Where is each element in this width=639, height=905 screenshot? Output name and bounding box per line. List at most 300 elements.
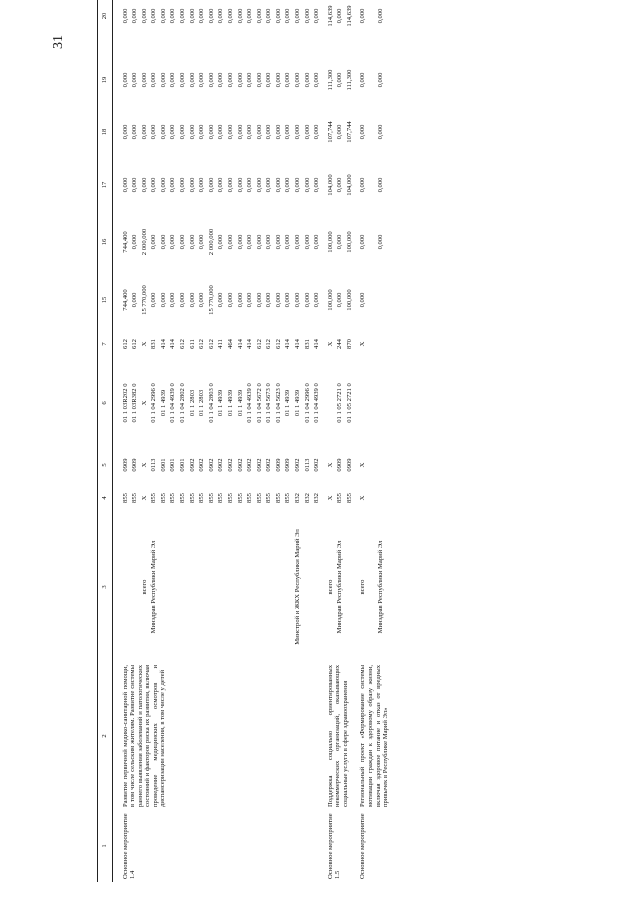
executor-cell: Минздрав Республики Марий Эл: [376, 540, 384, 634]
value-cell: 01 1 04 2802 0: [179, 383, 187, 423]
value-cell: 0,000: [159, 8, 167, 24]
value-cell: 0,000: [265, 72, 273, 88]
value-cell: 855: [198, 493, 206, 503]
value-cell: 111,300: [345, 69, 353, 91]
value-cell: 0,000: [188, 177, 196, 193]
value-cell: 2 000,000: [207, 228, 215, 256]
value-cell: 0902: [246, 458, 254, 472]
value-cell: 01 1 03R202 0: [121, 383, 129, 423]
value-cell: 0,000: [265, 234, 273, 250]
value-cell: 0,000: [359, 72, 367, 88]
value-cell: 414: [246, 339, 254, 349]
value-cell: X: [140, 495, 148, 501]
value-cell: 0901: [179, 458, 187, 472]
value-cell: 0,000: [217, 124, 225, 140]
value-cell: 0,000: [236, 124, 244, 140]
value-cell: 0,000: [150, 124, 158, 140]
col-header: 20: [98, 0, 113, 54]
table-row: [322, 0, 336, 882]
value-cell: 0,000: [274, 177, 282, 193]
value-cell: 104,000: [326, 174, 334, 196]
value-cell: 612: [131, 339, 139, 349]
value-cell: 111,300: [326, 69, 334, 91]
col-header: 15: [98, 272, 113, 328]
value-cell: 0901: [169, 458, 177, 472]
value-cell: 612: [179, 339, 187, 349]
value-cell: 0,000: [376, 177, 384, 193]
value-cell: 0,000: [246, 72, 254, 88]
value-cell: 100,000: [326, 231, 334, 253]
value-cell: 0,000: [226, 8, 234, 24]
value-cell: 0,000: [226, 292, 234, 308]
value-cell: 0,000: [217, 72, 225, 88]
executor-cell: [226, 512, 236, 662]
value-cell: 0,000: [274, 72, 282, 88]
value-cell: 0,000: [179, 72, 187, 88]
value-cell: 611: [188, 339, 196, 349]
value-cell: 0,000: [313, 124, 321, 140]
value-cell: 0,000: [140, 124, 148, 140]
value-cell: [376, 484, 391, 512]
value-cell: X: [326, 495, 334, 501]
value-cell: 2 000,000: [140, 228, 148, 256]
value-cell: 612: [198, 339, 206, 349]
value-cell: 0,000: [188, 292, 196, 308]
value-cell: 0,000: [236, 8, 244, 24]
value-cell: 0,000: [359, 124, 367, 140]
value-cell: 0,000: [179, 124, 187, 140]
value-cell: 0,000: [284, 124, 292, 140]
executor-cell: [197, 512, 207, 662]
value-cell: 0,000: [207, 177, 215, 193]
value-cell: 0902: [188, 458, 196, 472]
value-cell: 855: [255, 493, 263, 503]
value-cell: 0,000: [255, 234, 263, 250]
value-cell: 01 1 2803: [198, 389, 206, 417]
col-header: 7: [98, 328, 113, 360]
value-cell: 855: [236, 493, 244, 503]
table-row: [112, 0, 130, 882]
column-header-row: [98, 0, 113, 882]
value-cell: 0,000: [131, 8, 139, 24]
executor-cell: всего: [359, 579, 367, 595]
value-cell: 0,000: [159, 177, 167, 193]
value-cell: 01 1 04 5673 0: [265, 383, 273, 423]
value-cell: 114,639: [326, 5, 334, 27]
value-cell: 0,000: [140, 8, 148, 24]
value-cell: 0,000: [313, 292, 321, 308]
activity-name-cell: Региональный проект «Формирование системы мотивации граждан к здоровому образу жизни, включая здоровое питание и отказ от вредных привычек в Республике Марий Эл»: [359, 665, 390, 807]
value-cell: 0,000: [121, 72, 129, 88]
value-cell: 0113: [303, 458, 311, 472]
executor-cell: [178, 512, 188, 662]
value-cell: X: [140, 341, 148, 347]
value-cell: 0,000: [198, 292, 206, 308]
value-cell: 855: [246, 493, 254, 503]
value-cell: 0,000: [359, 177, 367, 193]
value-cell: 0,000: [169, 234, 177, 250]
value-cell: 01 1 04 2803 0: [207, 383, 215, 423]
value-cell: 0,000: [246, 8, 254, 24]
executor-cell: [130, 512, 140, 662]
value-cell: 0,000: [150, 234, 158, 250]
value-cell: [376, 272, 391, 328]
value-cell: 0,000: [169, 8, 177, 24]
value-cell: 0,000: [313, 72, 321, 88]
value-cell: 832: [303, 493, 311, 503]
value-cell: 0909: [336, 458, 344, 472]
value-cell: 0909: [284, 458, 292, 472]
value-cell: X: [326, 462, 334, 468]
value-cell: 0,000: [284, 177, 292, 193]
value-cell: 01 1 04 4939 0: [246, 383, 254, 423]
value-cell: 0,000: [236, 72, 244, 88]
value-cell: 0902: [217, 458, 225, 472]
value-cell: 01 1 4939: [293, 389, 301, 417]
value-cell: 100,000: [345, 231, 353, 253]
value-cell: 414: [159, 339, 167, 349]
col-header: 17: [98, 158, 113, 212]
value-cell: 855: [188, 493, 196, 503]
table-row: [354, 0, 375, 882]
value-cell: 100,000: [345, 289, 353, 311]
value-cell: 0902: [226, 458, 234, 472]
value-cell: 0,000: [336, 124, 344, 140]
value-cell: 0,000: [376, 234, 384, 250]
value-cell: 0902: [255, 458, 263, 472]
value-cell: 0,000: [274, 124, 282, 140]
value-cell: 0,000: [140, 177, 148, 193]
executor-cell: [274, 512, 284, 662]
value-cell: X: [326, 341, 334, 347]
value-cell: 0902: [207, 458, 215, 472]
activity-name-cell: Поддержка социально ориентированных некоммерческих организаций, оказывающих социальные услуги в сфере здравоохранения: [326, 665, 349, 807]
value-cell: 0,000: [226, 234, 234, 250]
col-header: 4: [98, 484, 113, 512]
executor-cell: [207, 512, 217, 662]
value-cell: 612: [274, 339, 282, 349]
value-cell: 0,000: [236, 234, 244, 250]
value-cell: 0,000: [150, 177, 158, 193]
value-cell: 0,000: [293, 124, 301, 140]
value-cell: X: [140, 462, 148, 468]
value-cell: 0,000: [274, 234, 282, 250]
value-cell: 0,000: [376, 8, 384, 24]
value-cell: 01 1 04 2996 0: [150, 383, 158, 423]
executor-cell: [236, 512, 246, 662]
value-cell: 01 1 4939: [226, 389, 234, 417]
value-cell: 0,000: [265, 8, 273, 24]
value-cell: 0,000: [255, 124, 263, 140]
value-cell: 0,000: [121, 124, 129, 140]
activity-cell: Основное мероприятие: [359, 813, 367, 879]
value-cell: 855: [226, 493, 234, 503]
executor-cell: [168, 512, 178, 662]
value-cell: 01 1 4939: [284, 389, 292, 417]
table-body: [98, 0, 391, 882]
value-cell: [376, 446, 391, 484]
value-cell: 0,000: [255, 177, 263, 193]
value-cell: 0,000: [179, 177, 187, 193]
value-cell: 107,744: [326, 121, 334, 143]
value-cell: 414: [169, 339, 177, 349]
value-cell: 0,000: [150, 8, 158, 24]
value-cell: 870: [345, 339, 353, 349]
value-cell: 0,000: [131, 177, 139, 193]
value-cell: 0,000: [150, 72, 158, 88]
value-cell: 0909: [121, 458, 129, 472]
value-cell: 01 1 4939: [159, 389, 167, 417]
value-cell: 104,000: [345, 174, 353, 196]
executor-cell: [303, 512, 313, 662]
value-cell: 0909: [274, 458, 282, 472]
value-cell: 0,000: [376, 124, 384, 140]
value-cell: 01 1 05 2721 0: [336, 383, 344, 423]
value-cell: 831: [303, 339, 311, 349]
value-cell: 0,000: [159, 72, 167, 88]
value-cell: 744,400: [121, 231, 129, 253]
value-cell: 414: [284, 339, 292, 349]
value-cell: 0902: [293, 458, 301, 472]
value-cell: 0,000: [159, 124, 167, 140]
value-cell: 0,000: [198, 72, 206, 88]
value-cell: 0,000: [121, 177, 129, 193]
value-cell: 0,000: [255, 8, 263, 24]
activity-cell: Основное мероприятие 1.4: [121, 813, 137, 879]
value-cell: 0,000: [131, 234, 139, 250]
value-cell: 01 1 4939: [236, 389, 244, 417]
value-cell: 0,000: [359, 234, 367, 250]
executor-cell: [312, 512, 322, 662]
value-cell: 832: [293, 493, 301, 503]
value-cell: 855: [207, 493, 215, 503]
value-cell: 612: [207, 339, 215, 349]
value-cell: 0,000: [159, 292, 167, 308]
col-header: 16: [98, 212, 113, 272]
value-cell: 01 1 04 4939 0: [169, 383, 177, 423]
col-header: 6: [98, 360, 113, 446]
value-cell: 0,000: [179, 292, 187, 308]
page-number: 31: [51, 35, 66, 49]
value-cell: 855: [150, 493, 158, 503]
value-cell: 0,000: [198, 124, 206, 140]
value-cell: 0,000: [274, 8, 282, 24]
value-cell: 0,000: [188, 234, 196, 250]
value-cell: 0,000: [293, 234, 301, 250]
value-cell: 855: [169, 493, 177, 503]
executor-cell: [245, 512, 255, 662]
value-cell: 244: [336, 339, 344, 349]
executor-cell: [345, 512, 355, 662]
value-cell: 0,000: [336, 177, 344, 193]
value-cell: 0902: [265, 458, 273, 472]
value-cell: 0,000: [359, 292, 367, 308]
value-cell: 411: [217, 339, 225, 349]
value-cell: 464: [226, 339, 234, 349]
value-cell: 0,000: [303, 8, 311, 24]
executor-cell: [283, 512, 293, 662]
value-cell: 0,000: [246, 177, 254, 193]
value-cell: 15 770,000: [207, 285, 215, 315]
value-cell: 0,000: [246, 292, 254, 308]
value-cell: 0,000: [336, 8, 344, 24]
value-cell: 01 1 2803: [188, 389, 196, 417]
value-cell: 0,000: [188, 124, 196, 140]
value-cell: X: [359, 462, 367, 468]
col-header: 1: [98, 810, 113, 882]
value-cell: X: [140, 400, 148, 406]
value-cell: 0,000: [207, 8, 215, 24]
value-cell: 114,639: [345, 5, 353, 27]
value-cell: 0,000: [376, 72, 384, 88]
value-cell: 01 1 03R382 0: [131, 383, 139, 423]
value-cell: 855: [179, 493, 187, 503]
value-cell: 01 1 4939: [217, 389, 225, 417]
executor-cell: Минздрав Республики Марий Эл: [336, 540, 344, 634]
value-cell: 0,000: [236, 292, 244, 308]
value-cell: 0,000: [159, 234, 167, 250]
value-cell: 01 1 04 4939 0: [313, 383, 321, 423]
value-cell: 0,000: [265, 292, 273, 308]
value-cell: 107,744: [345, 121, 353, 143]
value-cell: X: [359, 341, 367, 347]
executor-cell: Минстрой и ЖКХ Республики Марий Эл: [293, 529, 301, 645]
value-cell: 0,000: [293, 72, 301, 88]
value-cell: 855: [121, 493, 129, 503]
value-cell: 0,000: [121, 8, 129, 24]
value-cell: 0,000: [226, 177, 234, 193]
value-cell: 0,000: [313, 234, 321, 250]
value-cell: 612: [121, 339, 129, 349]
executor-cell: [264, 512, 274, 662]
value-cell: 0,000: [284, 292, 292, 308]
value-cell: 01 1 05 2721 0: [345, 383, 353, 423]
value-cell: 0,000: [336, 292, 344, 308]
value-cell: 0,000: [246, 234, 254, 250]
value-cell: 0,000: [150, 292, 158, 308]
value-cell: 0,000: [313, 177, 321, 193]
value-cell: 0,000: [169, 124, 177, 140]
value-cell: 855: [345, 493, 353, 503]
value-cell: 0,000: [313, 8, 321, 24]
value-cell: X: [359, 495, 367, 501]
value-cell: 612: [265, 339, 273, 349]
value-cell: 0,000: [293, 8, 301, 24]
value-cell: 0,000: [303, 234, 311, 250]
value-cell: 0,000: [198, 8, 206, 24]
value-cell: 0,000: [274, 292, 282, 308]
value-cell: [376, 360, 391, 446]
executor-cell: [216, 512, 226, 662]
value-cell: 0,000: [169, 292, 177, 308]
value-cell: 0,000: [336, 234, 344, 250]
value-cell: 0909: [131, 458, 139, 472]
value-cell: 0,000: [255, 292, 263, 308]
value-cell: 100,000: [326, 289, 334, 311]
value-cell: [354, 360, 375, 446]
value-cell: 0,000: [207, 124, 215, 140]
value-cell: 0,000: [179, 234, 187, 250]
value-cell: 414: [313, 339, 321, 349]
value-cell: 0,000: [217, 177, 225, 193]
executor-cell: [255, 512, 265, 662]
value-cell: 01 1 04 5623 0: [274, 383, 282, 423]
value-cell: 0,000: [284, 234, 292, 250]
value-cell: 01 1 04 2996 0: [303, 383, 311, 423]
col-header: 2: [98, 662, 113, 810]
col-header: 19: [98, 54, 113, 106]
value-cell: 0,000: [359, 8, 367, 24]
value-cell: 0,000: [226, 124, 234, 140]
value-cell: 0,000: [188, 8, 196, 24]
executor-cell: [112, 512, 130, 662]
value-cell: 0,000: [303, 72, 311, 88]
value-cell: 0,000: [336, 72, 344, 88]
value-cell: 855: [265, 493, 273, 503]
value-cell: 855: [274, 493, 282, 503]
value-cell: 0,000: [303, 124, 311, 140]
value-cell: 0,000: [217, 8, 225, 24]
value-cell: 0,000: [303, 292, 311, 308]
value-cell: 0,000: [293, 292, 301, 308]
executor-cell: всего: [326, 579, 334, 595]
value-cell: 0,000: [265, 177, 273, 193]
value-cell: 855: [131, 493, 139, 503]
value-cell: 0902: [236, 458, 244, 472]
value-cell: 0,000: [198, 234, 206, 250]
value-cell: 0,000: [140, 72, 148, 88]
value-cell: 0113: [150, 458, 158, 472]
value-cell: 831: [150, 339, 158, 349]
value-cell: 0,000: [255, 72, 263, 88]
value-cell: [322, 360, 336, 446]
value-cell: 0,000: [169, 177, 177, 193]
value-cell: 0,000: [179, 8, 187, 24]
value-cell: 0902: [313, 458, 321, 472]
value-cell: 15 770,000: [140, 285, 148, 315]
value-cell: 0,000: [217, 292, 225, 308]
value-cell: 0,000: [131, 72, 139, 88]
value-cell: 0909: [345, 458, 353, 472]
value-cell: 01 1 04 5672 0: [255, 383, 263, 423]
col-header: 3: [98, 512, 113, 662]
value-cell: 855: [217, 493, 225, 503]
col-header: 5: [98, 446, 113, 484]
executor-cell: [188, 512, 198, 662]
activity-name-cell: Развитие первичной медико-санитарной помощи, в том числе сельским жителям. Развитие системы раннего выявления заболеваний и патологических состояний и факторов риска их развития, включая проведение медицинских осмотров и диспансеризации населения, в том числе у детей: [121, 665, 167, 807]
value-cell: 855: [336, 493, 344, 503]
value-cell: 0902: [198, 458, 206, 472]
value-cell: 0,000: [169, 72, 177, 88]
value-cell: 0,000: [226, 72, 234, 88]
value-cell: 612: [255, 339, 263, 349]
value-cell: 0,000: [198, 177, 206, 193]
value-cell: 832: [313, 493, 321, 503]
value-cell: 0,000: [217, 234, 225, 250]
value-cell: 855: [159, 493, 167, 503]
activity-cell: Основное мероприятие 1.5: [326, 813, 342, 879]
value-cell: 0,000: [265, 124, 273, 140]
value-cell: 0,000: [236, 177, 244, 193]
value-cell: 0,000: [284, 72, 292, 88]
value-cell: 0,000: [284, 8, 292, 24]
value-cell: 0,000: [207, 72, 215, 88]
col-header: 18: [98, 106, 113, 158]
value-cell: 0,000: [131, 292, 139, 308]
value-cell: 855: [284, 493, 292, 503]
value-cell: 744,400: [121, 289, 129, 311]
budget-table: [97, 0, 391, 882]
